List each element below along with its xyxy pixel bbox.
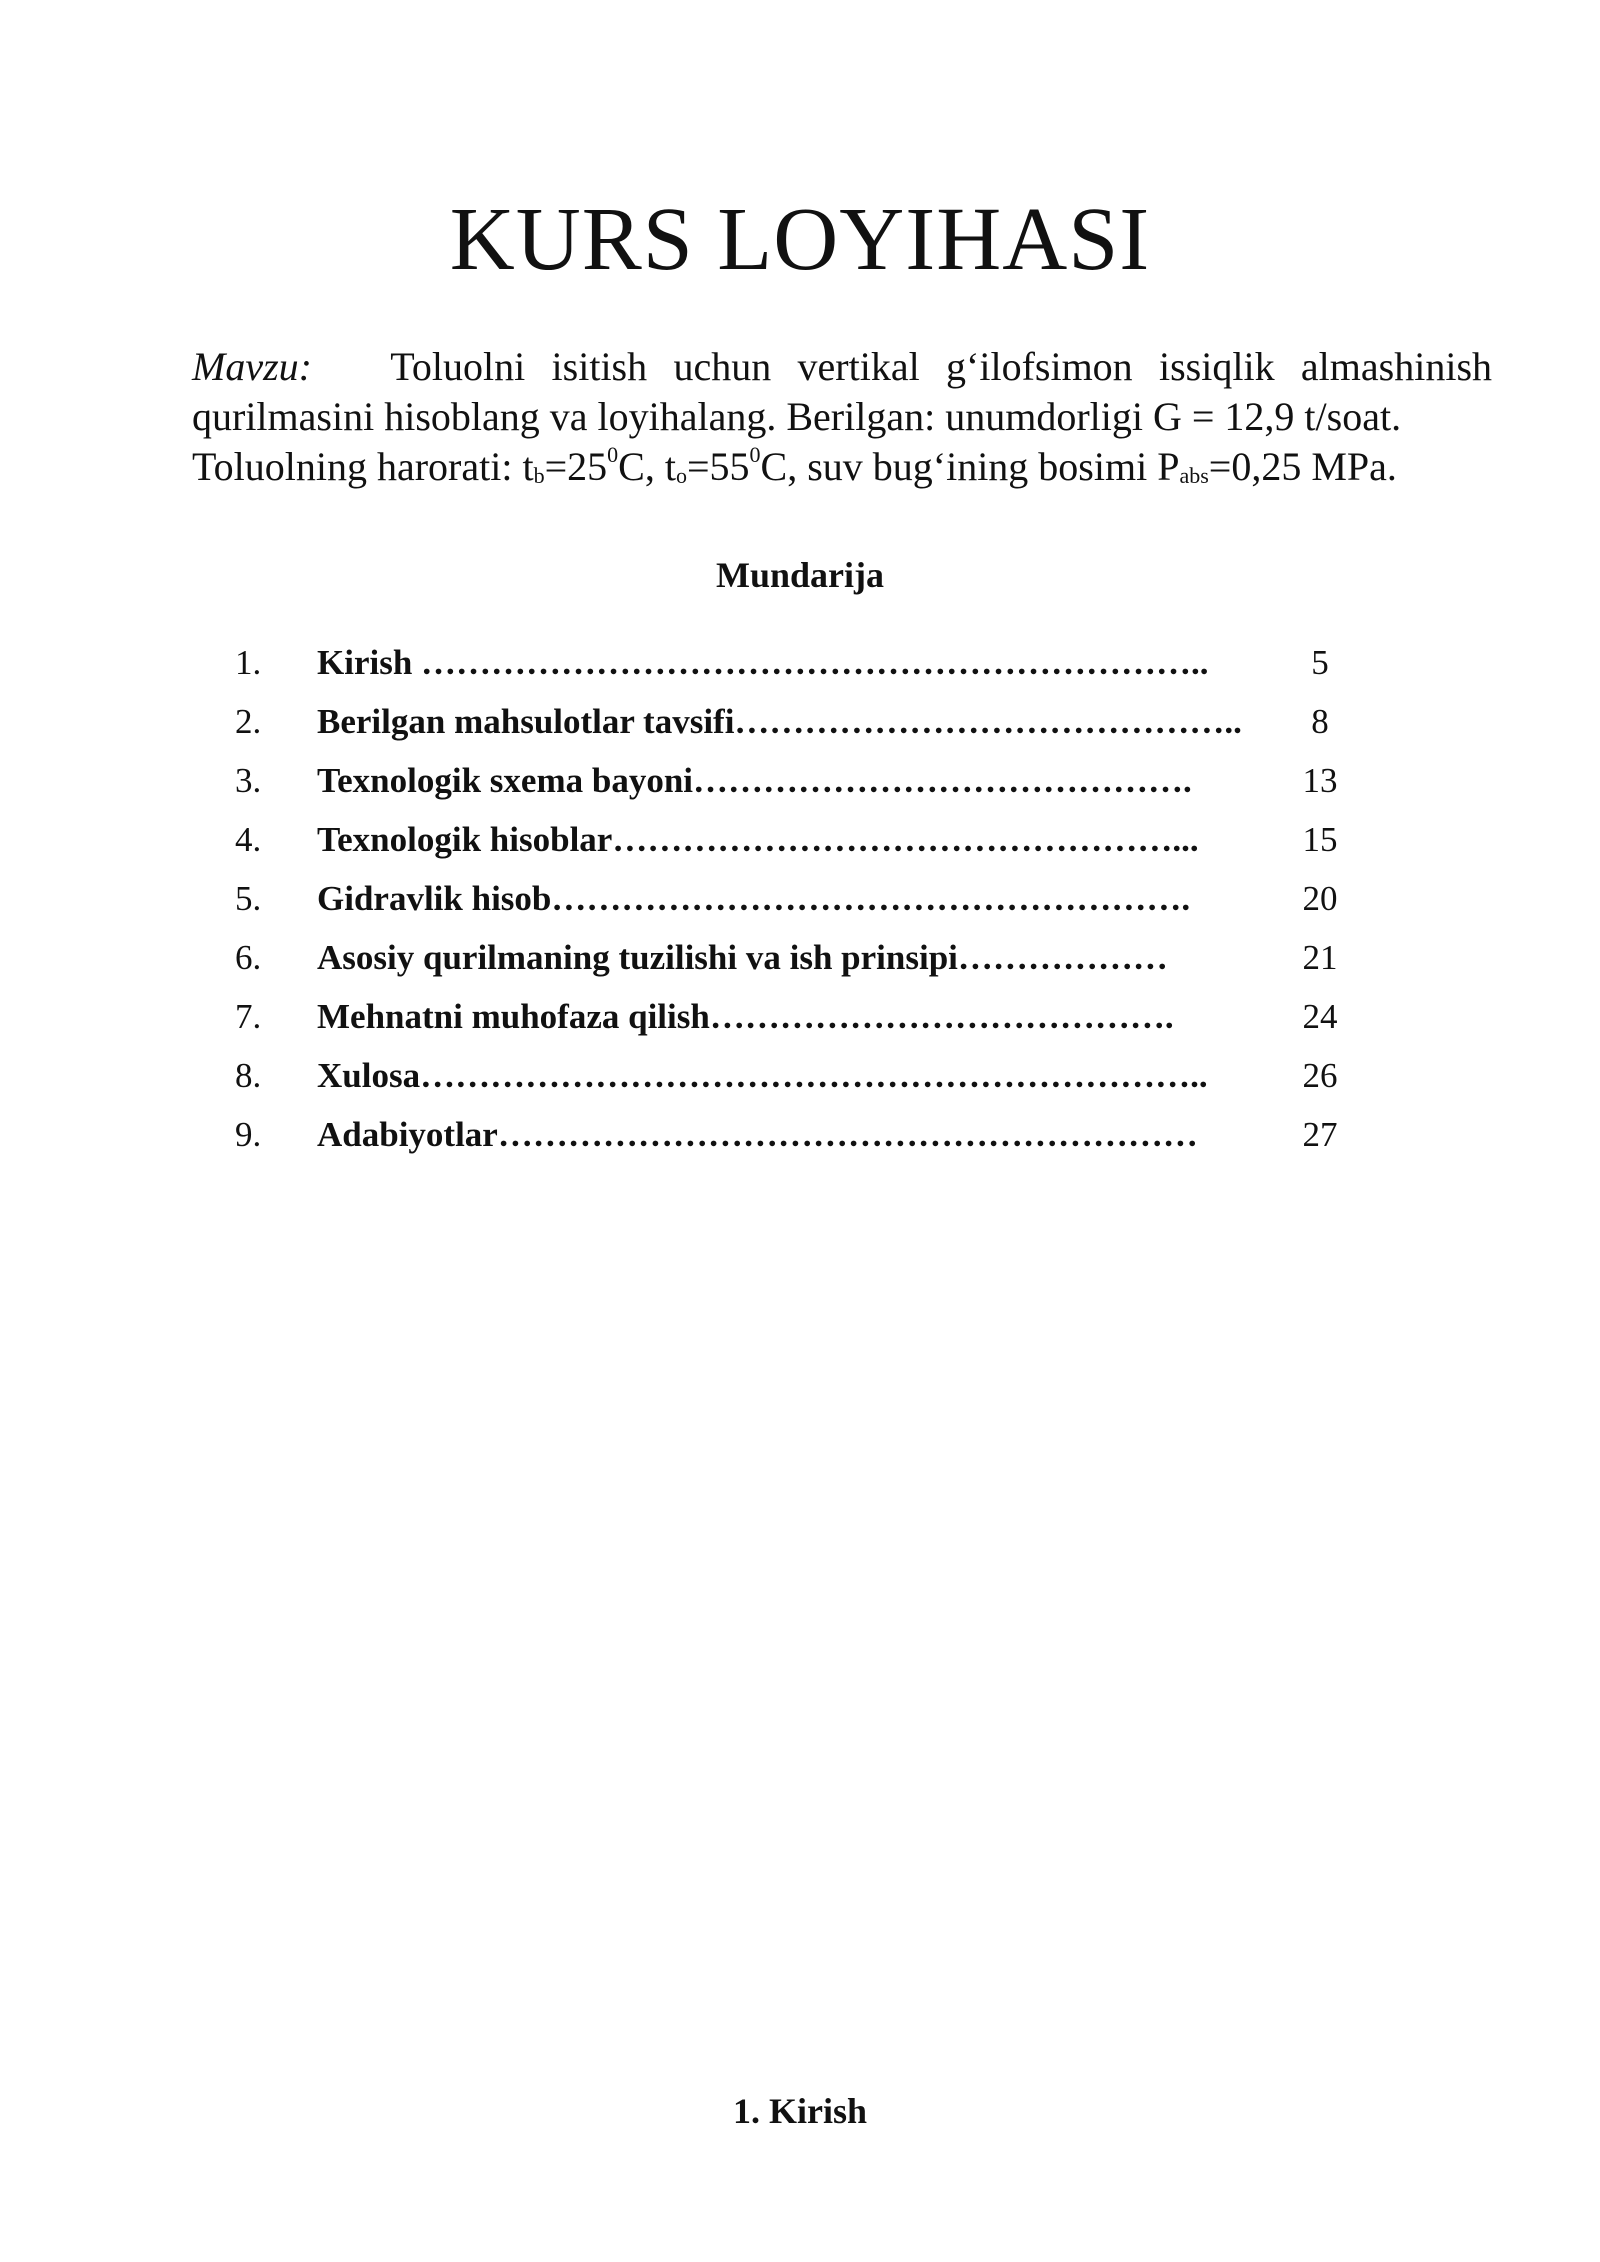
toc-item-title: Xulosa………………………………………………………….. — [317, 1056, 1208, 1095]
toc-item[interactable] — [235, 641, 1345, 700]
subscript-o: o — [675, 463, 687, 488]
toc-item[interactable] — [235, 700, 1345, 759]
topic-line-2: qurilmasini hisoblang va loyihalang. Berilgan: unumdorligi G = 12,9 t/soat. — [192, 394, 1402, 439]
degree-superscript: 0 — [749, 442, 761, 467]
toc-item-number: 3. — [235, 761, 262, 800]
unit-text: C, t — [618, 444, 676, 489]
toc-item-number: 7. — [235, 997, 262, 1036]
toc-item[interactable] — [235, 818, 1345, 877]
pressure-value: =0,25 MPa. — [1208, 444, 1397, 489]
degree-superscript: 0 — [607, 442, 619, 467]
toc-item-title: Kirish ………………………………………………………….. — [317, 643, 1209, 682]
section-heading: 1. Kirish — [732, 2091, 867, 2131]
toc-heading: Mundarija — [715, 555, 884, 595]
toc-item-page: 24 — [1302, 997, 1338, 1036]
toc-item-title: Texnologik hisoblar…………………………………………... — [317, 820, 1199, 859]
steam-pressure-text: C, suv bug‘ining bosimi P — [760, 444, 1180, 489]
toc-item[interactable] — [235, 877, 1345, 936]
toc-item-number: 1. — [235, 643, 262, 682]
toc-item[interactable] — [235, 1113, 1345, 1172]
page-title: KURS LOYIHASI — [449, 190, 1151, 289]
toc-item-title: Mehnatni muhofaza qilish…………………………………. — [317, 997, 1174, 1036]
toc-item-page: 13 — [1302, 761, 1338, 800]
toc-item-title: Adabiyotlar…………………………………………………… — [317, 1115, 1198, 1154]
toc-item-number: 8. — [235, 1056, 262, 1095]
subscript-abs: abs — [1179, 463, 1209, 488]
toc-item-number: 5. — [235, 879, 262, 918]
toc-item-page: 8 — [1311, 702, 1329, 741]
toc-item-number: 6. — [235, 938, 262, 977]
toc-item-page: 27 — [1302, 1115, 1338, 1154]
topic-line-3-prefix: Toluolning harorati: t — [192, 444, 534, 489]
subscript-b: b — [533, 463, 545, 488]
toc-item-page: 21 — [1302, 938, 1338, 977]
toc-item-title: Asosiy qurilmaning tuzilishi va ish prinsipi……………… — [317, 938, 1168, 977]
start-temperature: =25 — [544, 444, 608, 489]
toc-item-number: 2. — [235, 702, 262, 741]
toc-item-title: Gidravlik hisob………………………………………………. — [317, 879, 1191, 918]
toc-item-title: Texnologik sxema bayoni……………………………………. — [317, 761, 1192, 800]
toc-item[interactable] — [235, 936, 1345, 995]
toc-item-page: 26 — [1302, 1056, 1338, 1095]
toc-item-number: 4. — [235, 820, 262, 859]
toc-item-page: 15 — [1302, 820, 1338, 859]
toc-item-page: 20 — [1302, 879, 1338, 918]
end-temperature: =55 — [686, 444, 750, 489]
toc-item-page: 5 — [1311, 643, 1329, 682]
toc-item[interactable] — [235, 759, 1345, 818]
topic-label: Mavzu: — [192, 344, 312, 389]
toc-item-title: Berilgan mahsulotlar tavsifi…………………………………….. — [317, 702, 1242, 741]
topic-line-1: Toluolni isitish uchun vertikal g‘ilofsimon issiqlik almashinish — [390, 344, 1493, 389]
table-of-contents — [235, 641, 1345, 1172]
toc-item-number: 9. — [235, 1115, 262, 1154]
toc-item[interactable] — [235, 995, 1345, 1054]
toc-item[interactable] — [235, 1054, 1345, 1113]
topic-paragraph — [192, 342, 1492, 492]
